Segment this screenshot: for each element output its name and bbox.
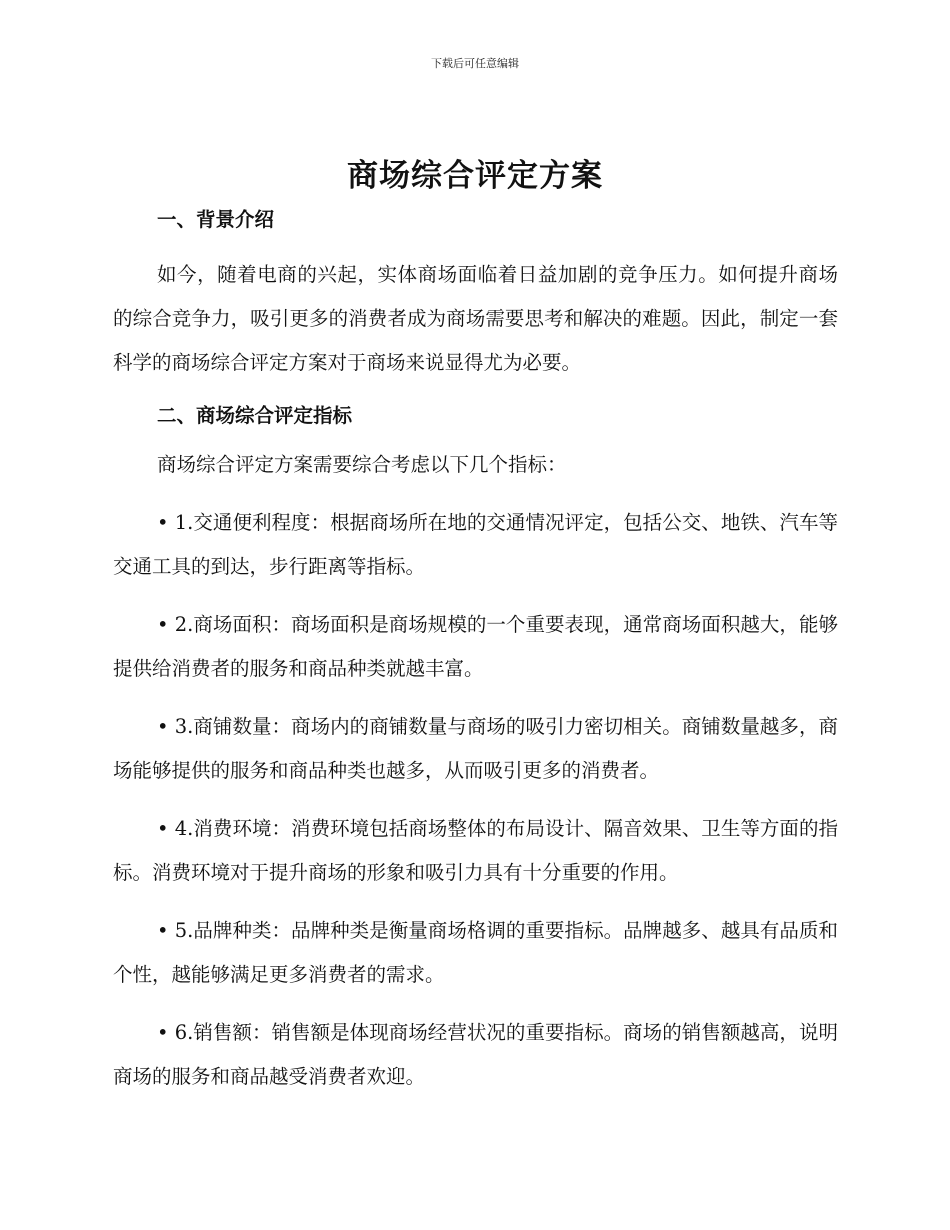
- section-heading-indicators: 二、商场综合评定指标: [157, 404, 353, 427]
- document-body: [113, 205, 838, 1099]
- section-heading-background: 一、背景介绍: [157, 208, 275, 231]
- indicator-item-area: • 2.商场面积：商场面积是商场规模的一个重要表现，通常商场面积越大，能够提供给消费者的服务和商品种类就越丰富。: [113, 613, 838, 680]
- document-title: 商场综合评定方案: [347, 158, 603, 194]
- background-paragraph: 如今，随着电商的兴起，实体商场面临着日益加剧的竞争压力。如何提升商场的综合竞争力，吸引更多的消费者成为商场需要思考和解决的难题。因此，制定一套科学的商场综合评定方案对于商场来说显得尤为必要。: [113, 263, 838, 374]
- header-note: 下载后可任意编辑: [431, 57, 519, 70]
- indicator-item-brands: • 5.品牌种类：品牌种类是衡量商场格调的重要指标。品牌越多、越具有品质和个性，越能够满足更多消费者的需求。: [113, 919, 838, 986]
- indicator-item-environment: • 4.消费环境：消费环境包括商场整体的布局设计、隔音效果、卫生等方面的指标。消费环境对于提升商场的形象和吸引力具有十分重要的作用。: [113, 817, 838, 884]
- indicator-item-transport: • 1.交通便利程度：根据商场所在地的交通情况评定，包括公交、地铁、汽车等交通工具的到达，步行距离等指标。: [113, 511, 838, 578]
- indicator-item-shops: • 3.商铺数量：商场内的商铺数量与商场的吸引力密切相关。商铺数量越多，商场能够提供的服务和商品种类也越多，从而吸引更多的消费者。: [113, 715, 838, 782]
- indicators-intro: 商场综合评定方案需要综合考虑以下几个指标：: [157, 453, 567, 476]
- indicator-item-sales: • 6.销售额：销售额是体现商场经营状况的重要指标。商场的销售额越高，说明商场的服务和商品越受消费者欢迎。: [113, 1021, 838, 1088]
